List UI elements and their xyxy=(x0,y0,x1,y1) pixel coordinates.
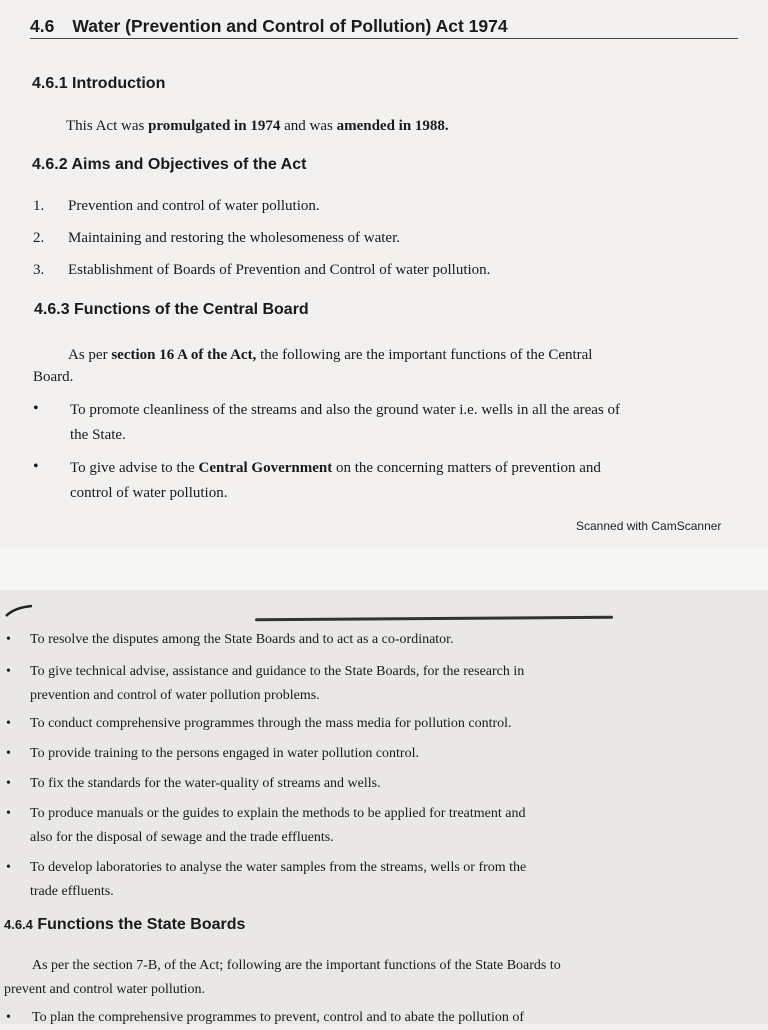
page-gap xyxy=(0,548,768,590)
heading-rule xyxy=(30,38,738,39)
intro-heading: 4.6.1 Introduction xyxy=(32,75,166,92)
central-intro-b: the following are the important functions of the Central xyxy=(256,347,593,363)
central-bullet-2-line-2: control of water pollution. xyxy=(70,485,228,501)
section-number: 4.6 xyxy=(30,16,55,36)
central-bullet-8-line-2: also for the disposal of sewage and the trade effluents. xyxy=(30,830,334,845)
central-bullet-5 xyxy=(30,712,750,736)
section-heading xyxy=(30,16,508,37)
section-title: Water (Prevention and Control of Pollution) Act 1974 xyxy=(72,16,508,36)
central-bullet-8-line-1: To produce manuals or the guides to explain the methods to be applied for treatment and xyxy=(30,806,526,821)
central-intro xyxy=(68,344,740,366)
intro-bold-b: amended in 1988. xyxy=(336,118,449,134)
central-heading: 4.6.3 Functions of the Central Board xyxy=(34,301,309,318)
intro-paragraph xyxy=(66,115,449,137)
central-intro-end: Board. xyxy=(33,369,74,385)
central-bullet-3 xyxy=(30,628,750,652)
central-bullet-2-a: To give advise to the xyxy=(70,460,199,476)
state-heading-text: Functions the State Boards xyxy=(32,916,246,933)
state-intro-line-1: As per the section 7-B, of the Act; following are the important functions of the State Boards to xyxy=(32,958,561,973)
aims-item-num: 3. xyxy=(33,262,45,278)
central-bullet-6 xyxy=(30,742,750,766)
bullet-dot: • xyxy=(6,716,11,731)
bullet-dot: • xyxy=(6,860,11,875)
central-bullet-9-line-1: To develop laboratories to analyse the water samples from the streams, wells or from the xyxy=(30,860,527,875)
aims-item-text: Establishment of Boards of Prevention and Control of water pollution. xyxy=(68,262,491,278)
state-heading-num: 4.6.4 xyxy=(4,917,33,932)
state-intro xyxy=(4,954,754,1002)
scanner-watermark: Scanned with CamScanner xyxy=(576,519,722,533)
intro-text-a: This Act was xyxy=(66,118,149,134)
aims-item-text: Maintaining and restoring the wholesomeness of water. xyxy=(68,230,401,246)
aims-item-text: Prevention and control of water pollution. xyxy=(68,198,320,214)
central-bullet-1-line-2: the State. xyxy=(70,427,126,443)
central-bullet-9-line-2: trade effluents. xyxy=(30,884,114,899)
pen-mark-icon xyxy=(4,604,34,618)
bullet-dot: • xyxy=(6,1010,11,1025)
central-bullet-6-line: To provide training to the persons engaged in water pollution control. xyxy=(30,746,419,761)
bullet-dot: • xyxy=(6,664,11,679)
central-bullet-7-line: To fix the standards for the water-quality of streams and wells. xyxy=(30,776,381,791)
central-bullet-5-line: To conduct comprehensive programmes through the mass media for pollution control. xyxy=(30,716,512,731)
central-intro-bold: section 16 A of the Act, xyxy=(111,347,257,363)
central-bullet-2-bold: Central Government xyxy=(198,460,333,476)
central-bullet-4-line-1: To give technical advise, assistance and guidance to the State Boards, for the research in xyxy=(30,664,525,679)
bullet-dot: • xyxy=(6,776,11,791)
bullet-dot: • xyxy=(6,746,11,761)
bullet-dot: • xyxy=(6,806,11,821)
central-bullet-1-line-1: To promote cleanliness of the streams and also the ground water i.e. wells in all the areas of xyxy=(70,402,621,418)
state-bullet-1: To plan the comprehensive programmes to prevent, control and to abate the pollution of xyxy=(32,1010,524,1025)
central-intro-a: As per xyxy=(68,347,112,363)
central-bullet-2 xyxy=(70,456,742,506)
aims-heading: 4.6.2 Aims and Objectives of the Act xyxy=(32,156,307,173)
central-bullet-1 xyxy=(70,398,742,448)
intro-text-b: and was xyxy=(280,118,337,134)
aims-item-num: 1. xyxy=(33,198,45,214)
central-bullet-8 xyxy=(30,802,750,850)
central-bullet-4 xyxy=(30,660,750,708)
central-bullet-2-b: on the concerning matters of prevention and xyxy=(332,460,601,476)
central-bullet-7 xyxy=(30,772,750,796)
central-bullet-3-line: To resolve the disputes among the State Boards and to act as a co-ordinator. xyxy=(30,632,454,647)
bullet-dot: • xyxy=(33,458,39,475)
aims-item-num: 2. xyxy=(33,230,45,246)
state-heading xyxy=(4,916,245,934)
central-bullet-4-line-2: prevention and control of water pollution problems. xyxy=(30,688,320,703)
central-bullet-9 xyxy=(30,856,750,904)
bullet-dot: • xyxy=(6,632,11,647)
bullet-dot: • xyxy=(33,400,39,417)
state-intro-line-2: prevent and control water pollution. xyxy=(4,982,205,997)
intro-bold-a: promulgated in 1974 xyxy=(148,118,281,134)
